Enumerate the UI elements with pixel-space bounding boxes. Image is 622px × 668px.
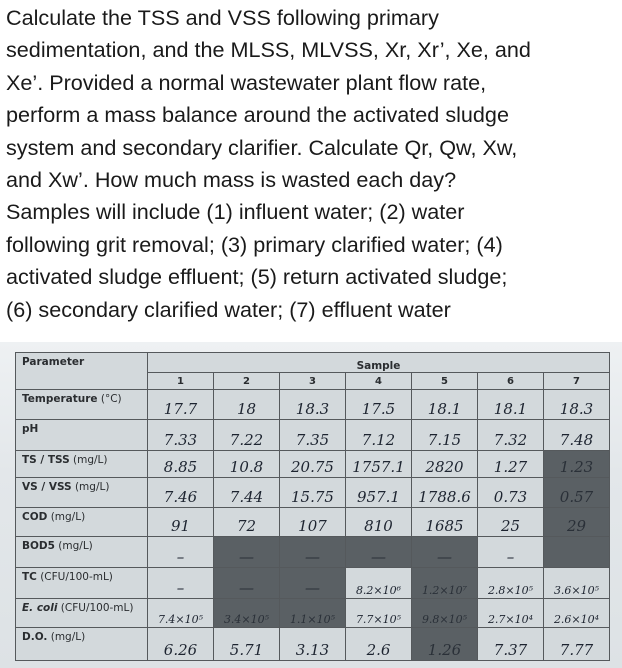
parameter-label bbox=[16, 508, 148, 537]
sample-value-cell: — bbox=[346, 537, 412, 568]
parameter-name: BOD5 bbox=[22, 540, 55, 552]
parameter-name: TS / TSS bbox=[22, 454, 70, 466]
sample-value-cell: 29 bbox=[544, 508, 610, 537]
parameter-name: Temperature bbox=[22, 393, 98, 405]
table-row bbox=[16, 478, 610, 508]
parameter-unit: (°C) bbox=[97, 393, 122, 405]
sample-value-cell: 10.8 bbox=[214, 451, 280, 478]
table-row bbox=[16, 537, 610, 568]
question-line: and Xw’. How much mass is wasted each day? bbox=[6, 167, 457, 193]
sample-value-cell: 7.4×10⁵ bbox=[148, 599, 214, 628]
sample-number-header: 1 bbox=[148, 373, 214, 390]
sample-number-header: 3 bbox=[280, 373, 346, 390]
sample-value-cell: – bbox=[148, 568, 214, 599]
parameter-name: TC bbox=[22, 571, 37, 583]
sample-value-cell: — bbox=[280, 568, 346, 599]
sample-value-cell: 957.1 bbox=[346, 478, 412, 508]
parameter-label bbox=[16, 628, 148, 661]
sample-value-cell: 91 bbox=[148, 508, 214, 537]
sample-value-cell: 7.44 bbox=[214, 478, 280, 508]
parameter-name: E. coli bbox=[22, 602, 58, 614]
parameter-label bbox=[16, 568, 148, 599]
parameter-label bbox=[16, 599, 148, 628]
sample-value-cell: – bbox=[478, 537, 544, 568]
sample-number-header: 4 bbox=[346, 373, 412, 390]
sample-value-cell: — bbox=[214, 568, 280, 599]
question-line: Xe’. Provided a normal wastewater plant flow rate, bbox=[6, 69, 487, 95]
sample-header: Sample bbox=[148, 353, 610, 373]
question-line: following grit removal; (3) primary clarified water; (4) bbox=[6, 231, 503, 257]
parameter-label bbox=[16, 451, 148, 478]
sample-value-cell: 7.37 bbox=[478, 628, 544, 661]
sample-number-header: 7 bbox=[544, 373, 610, 390]
table-row bbox=[16, 599, 610, 628]
sample-number-header: 6 bbox=[478, 373, 544, 390]
parameter-unit: (mg/L) bbox=[47, 511, 86, 523]
parameter-unit: (CFU/100-mL) bbox=[36, 571, 113, 583]
sample-value-cell: 15.75 bbox=[280, 478, 346, 508]
table-row bbox=[16, 628, 610, 661]
sample-value-cell: 810 bbox=[346, 508, 412, 537]
sample-value-cell: 1.2×10⁷ bbox=[412, 568, 478, 599]
question-line: system and secondary clarifier. Calculate Qr, Qw, Xw, bbox=[6, 134, 518, 160]
sample-value-cell: 6.26 bbox=[148, 628, 214, 661]
table-row bbox=[16, 508, 610, 537]
sample-value-cell: 1685 bbox=[412, 508, 478, 537]
sample-value-cell: 17.7 bbox=[148, 390, 214, 420]
sample-value-cell: 3.6×10⁵ bbox=[544, 568, 610, 599]
sample-value-cell: – bbox=[148, 537, 214, 568]
sample-value-cell: 1.26 bbox=[412, 628, 478, 661]
sample-value-cell: 17.5 bbox=[346, 390, 412, 420]
sample-value-cell: 7.77 bbox=[544, 628, 610, 661]
sample-value-cell bbox=[544, 537, 610, 568]
sample-data-table bbox=[15, 352, 610, 661]
parameter-label bbox=[16, 537, 148, 568]
question-line: perform a mass balance around the activated sludge bbox=[6, 102, 509, 128]
sample-value-cell: 1.1×10⁵ bbox=[280, 599, 346, 628]
parameter-unit: (mg/L) bbox=[47, 631, 86, 643]
sample-value-cell: 107 bbox=[280, 508, 346, 537]
parameter-unit: (mg/L) bbox=[54, 540, 93, 552]
sample-value-cell: 1.23 bbox=[544, 451, 610, 478]
sample-value-cell: 2.8×10⁵ bbox=[478, 568, 544, 599]
sample-value-cell: 1788.6 bbox=[412, 478, 478, 508]
sample-number-header: 5 bbox=[412, 373, 478, 390]
sample-value-cell: 9.8×10⁵ bbox=[412, 599, 478, 628]
parameter-name: VS / VSS bbox=[22, 481, 72, 493]
sample-value-cell: 7.35 bbox=[280, 420, 346, 451]
sample-value-cell: 7.15 bbox=[412, 420, 478, 451]
sample-value-cell: 7.7×10⁵ bbox=[346, 599, 412, 628]
sample-value-cell: 72 bbox=[214, 508, 280, 537]
question-line: sedimentation, and the MLSS, MLVSS, Xr, Xr’, Xe, and bbox=[6, 37, 531, 63]
sample-value-cell: 18.3 bbox=[544, 390, 610, 420]
sample-value-cell: 7.22 bbox=[214, 420, 280, 451]
sample-value-cell: 2.7×10⁴ bbox=[478, 599, 544, 628]
sample-value-cell: 18.3 bbox=[280, 390, 346, 420]
sample-value-cell: 1.27 bbox=[478, 451, 544, 478]
sample-value-cell: 3.4×10⁵ bbox=[214, 599, 280, 628]
sample-number-header: 2 bbox=[214, 373, 280, 390]
parameter-header: Parameter bbox=[16, 353, 148, 390]
sample-value-cell: 7.12 bbox=[346, 420, 412, 451]
sample-value-cell: 18.1 bbox=[478, 390, 544, 420]
question-text bbox=[6, 2, 618, 326]
sample-value-cell: 0.73 bbox=[478, 478, 544, 508]
sample-value-cell: 5.71 bbox=[214, 628, 280, 661]
sample-value-cell: 7.32 bbox=[478, 420, 544, 451]
sample-value-cell: 8.2×10⁶ bbox=[346, 568, 412, 599]
sample-value-cell: 2.6 bbox=[346, 628, 412, 661]
question-line: (6) secondary clarified water; (7) effluent water bbox=[6, 296, 451, 322]
table-row bbox=[16, 568, 610, 599]
sample-value-cell: 1757.1 bbox=[346, 451, 412, 478]
parameter-label bbox=[16, 390, 148, 420]
parameter-unit: (CFU/100-mL) bbox=[57, 602, 134, 614]
table-row bbox=[16, 451, 610, 478]
sample-value-cell: — bbox=[280, 537, 346, 568]
parameter-name: COD bbox=[22, 511, 48, 523]
table-row bbox=[16, 420, 610, 451]
sample-value-cell: 18.1 bbox=[412, 390, 478, 420]
sample-value-cell: 7.33 bbox=[148, 420, 214, 451]
parameter-name: D.O. bbox=[22, 631, 48, 643]
parameter-label bbox=[16, 478, 148, 508]
sample-value-cell: 7.48 bbox=[544, 420, 610, 451]
question-line: Samples will include (1) influent water; (2) water bbox=[6, 199, 465, 225]
question-line: Calculate the TSS and VSS following primary bbox=[6, 5, 439, 30]
sample-value-cell: — bbox=[214, 537, 280, 568]
sample-value-cell: 25 bbox=[478, 508, 544, 537]
sample-value-cell: 2820 bbox=[412, 451, 478, 478]
sample-value-cell: 0.57 bbox=[544, 478, 610, 508]
sample-value-cell: 18 bbox=[214, 390, 280, 420]
sample-value-cell: 3.13 bbox=[280, 628, 346, 661]
parameter-unit: (mg/L) bbox=[69, 454, 108, 466]
table-row bbox=[16, 390, 610, 420]
parameter-name: pH bbox=[22, 423, 39, 435]
sample-value-cell: 2.6×10⁴ bbox=[544, 599, 610, 628]
parameter-unit: (mg/L) bbox=[71, 481, 110, 493]
sample-value-cell: 7.46 bbox=[148, 478, 214, 508]
parameter-label bbox=[16, 420, 148, 451]
sample-value-cell: 8.85 bbox=[148, 451, 214, 478]
sample-value-cell: — bbox=[412, 537, 478, 568]
question-line: activated sludge effluent; (5) return activated sludge; bbox=[6, 264, 508, 290]
sample-value-cell: 20.75 bbox=[280, 451, 346, 478]
